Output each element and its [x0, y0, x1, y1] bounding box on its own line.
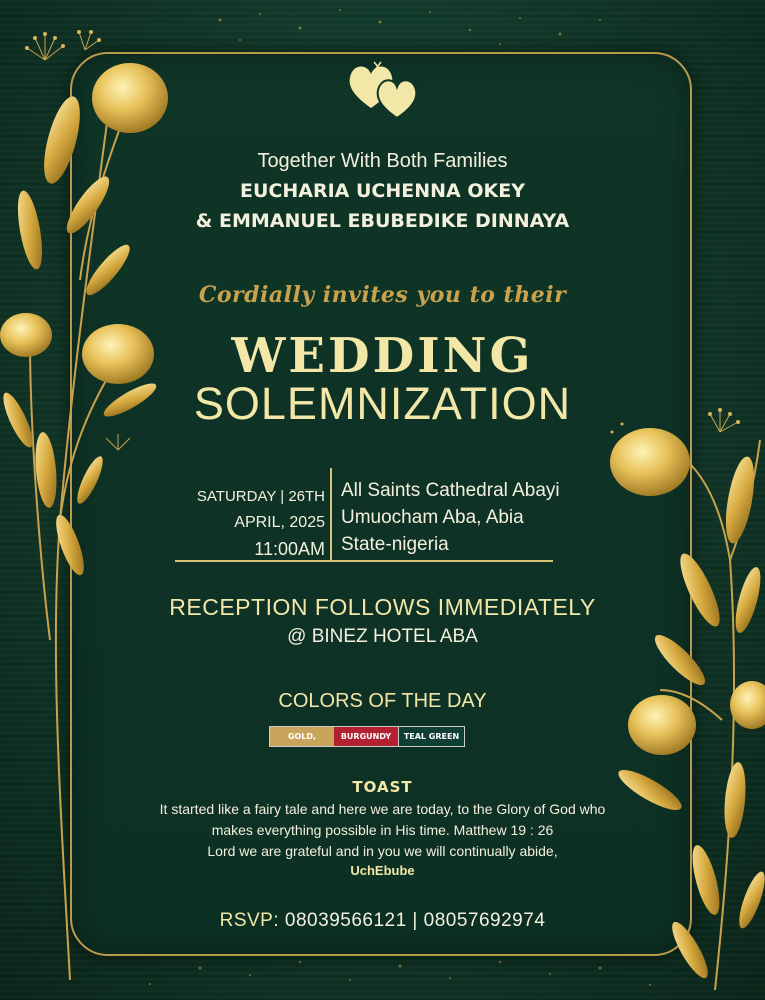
toast-signature: UchEbube — [350, 863, 415, 878]
toast-title: TOAST — [352, 778, 413, 796]
vertical-divider — [330, 468, 332, 560]
reception-location: @ BINEZ HOTEL ABA — [287, 626, 478, 647]
groom-name: & EMMANUEL EBUBEDIKE DINNAYA — [195, 210, 570, 232]
bride-name: EUCHARIA UCHENNA OKEY — [240, 180, 525, 202]
toast-line-2: makes everything possible in His time. Matthew 19 : 26 — [211, 822, 554, 838]
event-title-solemnization: SOLEMNIZATION — [193, 378, 572, 429]
venue-line-2: Umuocham Aba, Abia — [341, 507, 524, 528]
colors-of-day-title: COLORS OF THE DAY — [278, 690, 487, 712]
rsvp-line — [0, 910, 765, 932]
rsvp-numbers: 08039566121 | 08057692974 — [284, 910, 546, 931]
day-date: SATURDAY | 26TH — [196, 488, 325, 505]
venue-line-3: State-nigeria — [341, 534, 449, 555]
swatch-teal-green: TEAL GREEN — [398, 727, 464, 746]
hearts-icon — [345, 60, 425, 124]
rsvp-label: RSVP: — [219, 910, 280, 931]
toast-line-1: It started like a fairy tale and here we are today, to the Glory of God who — [159, 801, 606, 817]
invite-line: Cordially invites you to their — [198, 282, 567, 308]
date-time-block — [197, 484, 325, 562]
event-title-wedding: WEDDING — [231, 328, 534, 384]
venue-line-1: All Saints Cathedral Abayi — [341, 480, 560, 501]
month-year: APRIL, 2025 — [234, 514, 325, 531]
toast-line-3: Lord we are grateful and in you we will continually abide, — [207, 843, 558, 859]
color-swatches — [269, 726, 465, 747]
event-time: 11:00AM — [254, 539, 325, 559]
families-intro: Together With Both Families — [257, 150, 508, 172]
swatch-burgundy: BURGUNDY — [334, 727, 398, 746]
horizontal-divider — [175, 560, 553, 562]
reception-title: RECEPTION FOLLOWS IMMEDIATELY — [169, 594, 596, 620]
venue-block — [341, 477, 560, 558]
swatch-gold: GOLD, — [270, 727, 334, 746]
